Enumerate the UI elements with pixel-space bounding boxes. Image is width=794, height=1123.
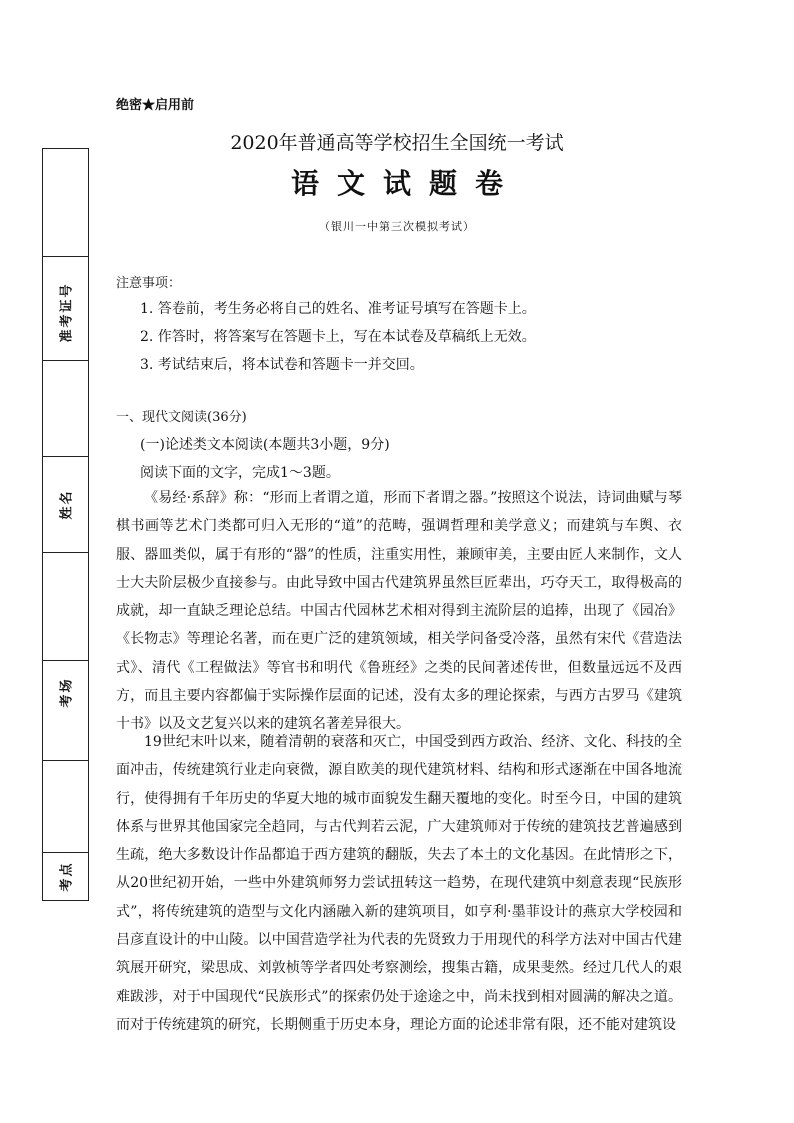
binding-field-exam-number — [42, 281, 88, 343]
binding-label-exam-room: 考场 — [59, 676, 75, 708]
binding-divider — [42, 660, 89, 661]
binding-divider — [42, 852, 89, 853]
passage-paragraph: 《易经·系辞》称：“形而上者谓之道，形而下者谓之器。”按照这个说法，诗词曲赋与琴棋书画等艺术门类都可归入无形的“道”的范畴，强调哲理和美学意义；而建筑与车舆、衣服、器皿类似，属于有形的“器”的性质，注重实用性，兼顾审美，主要由匠人来制作，文人士大夫阶层极少直接参与。由此导致中国古代建筑界虽然巨匠辈出，巧夺天工，取得极高的成就，却一直缺乏理论总结。中国古代园林艺术相对得到主流阶层的追捧，出现了《园冶》《长物志》等理论名著，而在更广泛的建筑领域，相关学问备受冷落，虽然有宋代《营造法式》、清代《工程做法》等官书和明代《鲁班经》之类的民间著述传世，但数量远远不及西方，而且主要内容都偏于实际操作层面的记述，没有太多的理论探索，与西方古罗马《建筑十书》以及文艺复兴以来的建筑名著差异很大。 — [116, 490, 682, 733]
exam-subtitle: （银川一中第三次模拟考试） — [319, 220, 475, 233]
binding-divider — [42, 552, 89, 553]
binding-label-name: 姓名 — [59, 488, 75, 520]
subsection-title: (一)论述类文本阅读(本题共3小题，9分) — [140, 437, 390, 453]
binding-field-name — [42, 480, 88, 528]
binding-field-exam-room — [42, 668, 88, 716]
reading-instruction: 阅读下面的文字，完成1～3题。 — [140, 465, 340, 481]
binding-label-exam-number: 准考证号 — [59, 281, 75, 343]
passage-block — [116, 728, 682, 1039]
passage-block — [116, 484, 682, 739]
binding-field-exam-site — [42, 856, 88, 896]
binding-divider — [42, 256, 89, 257]
binding-divider — [42, 456, 89, 457]
section-title: 一、现代文阅读(36分) — [116, 410, 247, 425]
binding-line — [88, 148, 89, 900]
notice-item: 2. 作答时，将答案写在答题卡上，写在本试卷及草稿纸上无效。 — [140, 329, 536, 345]
passage-paragraph: 19世纪末叶以来，随着清朝的衰落和灭亡，中国受到西方政治、经济、文化、科技的全面冲击，传统建筑行业走向衰微，源自欧美的现代建筑材料、结构和形式逐渐在中国各地流行，使得拥有千年历史的华夏大地的城市面貌发生翻天覆地的变化。时至今日，中国的建筑体系与世界其他国家完全趋同，与古代判若云泥，广大建筑师对于传统的建筑技艺普遍感到生疏，绝大多数设计作品都追于西方建筑的翻版，失去了本土的文化基因。在此情形之下，从20世纪初开始，一些中外建筑师努力尝试扭转这一趋势，在现代建筑中刻意表现“民族形式”，将传统建筑的造型与文化内涵融入新的建筑项目，如亨利·墨菲设计的燕京大学校园和吕彦直设计的中山陵。以中国营造学社为代表的先贤致力于用现代的科学方法对中国古代建筑展开研究，梁思成、刘敦桢等学者四处考察测绘，搜集古籍，成果斐然。经过几代人的艰难跋涉，对于中国现代“民族形式”的探索仍处于途途之中，尚未找到相对圆满的解决之道。而对于传统建筑的研究，长期侧重于历史本身，理论方面的论述非常有限，还不能对建筑设 — [116, 734, 682, 1033]
binding-border-bottom — [42, 900, 89, 901]
notice-item: 1. 答卷前，考生务必将自己的姓名、准考证号填写在答题卡上。 — [140, 301, 536, 317]
subject-title: 语文试题卷 — [290, 167, 521, 200]
notice-item: 3. 考试结束后，将本试卷和答题卡一并交回。 — [140, 357, 424, 373]
exam-title: 2020年普通高等学校招生全国统一考试 — [230, 132, 564, 154]
binding-divider — [42, 360, 89, 361]
binding-divider — [42, 760, 89, 761]
binding-label-exam-site: 考点 — [59, 860, 75, 892]
confidential-label: 绝密★启用前 — [116, 98, 195, 113]
notice-title: 注意事项： — [116, 276, 182, 291]
